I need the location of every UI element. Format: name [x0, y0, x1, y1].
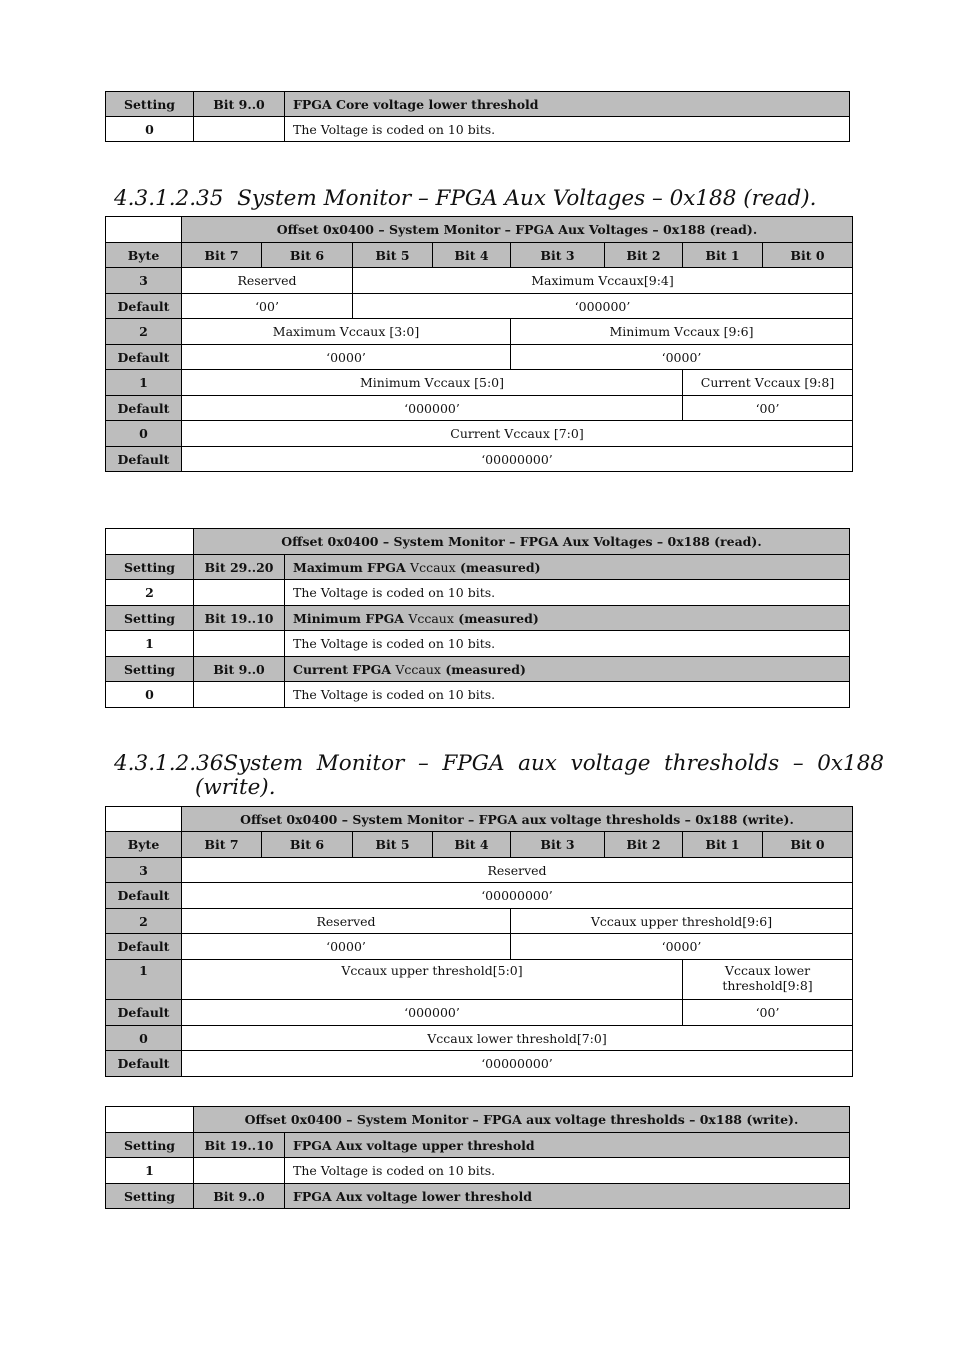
bit-range: Bit 19..10	[194, 606, 285, 631]
setting-label: Setting	[106, 606, 194, 631]
byte-0-label: 0	[106, 421, 182, 447]
setting-name: FPGA Aux voltage upper threshold	[285, 1133, 850, 1158]
field-lower-threshold-9-8: Vccaux lower threshold[9:8]	[683, 960, 853, 1000]
register-table-aux-voltages	[105, 216, 853, 472]
setting-description: The Voltage is coded on 10 bits.	[285, 1158, 850, 1184]
register-table-aux-thresholds	[105, 806, 853, 1077]
section-title-line1: System Monitor – FPGA aux voltage thresholds – 0x188	[223, 751, 885, 776]
default-value: ‘00000000’	[182, 447, 853, 472]
setting-name: Maximum FPGA Vccaux (measured)	[285, 555, 850, 580]
col-byte: Byte	[106, 832, 182, 858]
col-bit7: Bit 7	[182, 243, 262, 268]
default-value: ‘000000’	[353, 294, 853, 319]
empty-cell	[194, 117, 285, 142]
bit-range: Bit 29..20	[194, 555, 285, 580]
default-label: Default	[106, 1051, 182, 1077]
section-number: 4.3.1.2.35	[114, 186, 224, 211]
register-header: Offset 0x0400 – System Monitor – FPGA Aux Voltages – 0x188 (read).	[182, 217, 853, 243]
field-max-vccaux-3-0: Maximum Vccaux [3:0]	[182, 319, 511, 345]
default-value: ‘0000’	[182, 934, 511, 960]
section-heading-36	[114, 751, 885, 800]
field-current-vccaux-7-0: Current Vccaux [7:0]	[182, 421, 853, 447]
col-bit6: Bit 6	[262, 243, 353, 268]
default-label: Default	[106, 883, 182, 909]
byte-number: 0	[106, 117, 194, 142]
empty-cell	[194, 580, 285, 606]
byte-1-label: 1	[106, 370, 182, 396]
empty-cell	[194, 631, 285, 657]
corner-cell	[106, 807, 182, 832]
setting-name: FPGA Core voltage lower threshold	[285, 92, 850, 117]
byte-0-label: 0	[106, 1026, 182, 1051]
col-bit1: Bit 1	[683, 243, 763, 268]
setting-label: Setting	[106, 1184, 194, 1209]
byte-2-label: 2	[106, 319, 182, 345]
field-reserved: Reserved	[182, 858, 853, 883]
default-value: ‘00000000’	[182, 1051, 853, 1077]
setting-description: The Voltage is coded on 10 bits.	[285, 117, 850, 142]
setting-label: Setting	[106, 555, 194, 580]
default-value: ‘00’	[182, 294, 353, 319]
corner-cell	[106, 217, 182, 243]
corner-cell	[106, 529, 194, 555]
byte-1-label: 1	[106, 960, 182, 1000]
section-title: System Monitor – FPGA Aux Voltages – 0x188 (read).	[237, 186, 817, 211]
default-label: Default	[106, 345, 182, 370]
field-min-vccaux-9-6: Minimum Vccaux [9:6]	[511, 319, 853, 345]
bit-range: Bit 9..0	[194, 92, 285, 117]
field-current-vccaux-9-8: Current Vccaux [9:8]	[683, 370, 853, 396]
core-threshold-settings-table	[105, 91, 850, 142]
default-value: ‘00’	[683, 396, 853, 421]
field-upper-threshold-9-6: Vccaux upper threshold[9:6]	[511, 909, 853, 934]
default-value: ‘0000’	[511, 345, 853, 370]
register-header: Offset 0x0400 – System Monitor – FPGA aux voltage thresholds – 0x188 (write).	[182, 807, 853, 832]
byte-number: 1	[106, 1158, 194, 1184]
col-bit3: Bit 3	[511, 243, 605, 268]
field-lower-threshold-7-0: Vccaux lower threshold[7:0]	[182, 1026, 853, 1051]
col-bit6: Bit 6	[262, 832, 353, 858]
col-bit0: Bit 0	[763, 832, 853, 858]
empty-cell	[194, 1158, 285, 1184]
col-bit4: Bit 4	[433, 243, 511, 268]
col-bit1: Bit 1	[683, 832, 763, 858]
field-upper-threshold-5-0: Vccaux upper threshold[5:0]	[182, 960, 683, 1000]
default-value: ‘0000’	[182, 345, 511, 370]
bit-range: Bit 19..10	[194, 1133, 285, 1158]
section-number: 4.3.1.2.36	[114, 751, 224, 776]
setting-description: The Voltage is coded on 10 bits.	[285, 682, 850, 708]
col-byte: Byte	[106, 243, 182, 268]
byte-3-label: 3	[106, 858, 182, 883]
col-bit0: Bit 0	[763, 243, 853, 268]
byte-3-label: 3	[106, 268, 182, 294]
bit-range: Bit 9..0	[194, 1184, 285, 1209]
setting-name: Current FPGA Vccaux (measured)	[285, 657, 850, 682]
col-bit5: Bit 5	[353, 832, 433, 858]
col-bit4: Bit 4	[433, 832, 511, 858]
field-reserved: Reserved	[182, 268, 353, 294]
col-bit3: Bit 3	[511, 832, 605, 858]
default-label: Default	[106, 396, 182, 421]
setting-description: The Voltage is coded on 10 bits.	[285, 631, 850, 657]
col-bit2: Bit 2	[605, 832, 683, 858]
default-label: Default	[106, 1000, 182, 1026]
default-label: Default	[106, 294, 182, 319]
field-max-vccaux-9-4: Maximum Vccaux[9:4]	[353, 268, 853, 294]
byte-number: 0	[106, 682, 194, 708]
setting-description: The Voltage is coded on 10 bits.	[285, 580, 850, 606]
settings-table-aux-thresholds	[105, 1106, 850, 1209]
default-label: Default	[106, 447, 182, 472]
byte-2-label: 2	[106, 909, 182, 934]
setting-label: Setting	[106, 1133, 194, 1158]
corner-cell	[106, 1107, 194, 1133]
default-value: ‘000000’	[182, 1000, 683, 1026]
default-value: ‘00’	[683, 1000, 853, 1026]
col-bit7: Bit 7	[182, 832, 262, 858]
settings-header: Offset 0x0400 – System Monitor – FPGA Aux Voltages – 0x188 (read).	[194, 529, 850, 555]
default-value: ‘00000000’	[182, 883, 853, 909]
default-label: Default	[106, 934, 182, 960]
setting-label: Setting	[106, 657, 194, 682]
field-min-vccaux-5-0: Minimum Vccaux [5:0]	[182, 370, 683, 396]
setting-name: FPGA Aux voltage lower threshold	[285, 1184, 850, 1209]
byte-number: 2	[106, 580, 194, 606]
field-reserved: Reserved	[182, 909, 511, 934]
col-bit2: Bit 2	[605, 243, 683, 268]
settings-header: Offset 0x0400 – System Monitor – FPGA aux voltage thresholds – 0x188 (write).	[194, 1107, 850, 1133]
section-heading-35	[114, 187, 816, 211]
empty-cell	[194, 682, 285, 708]
default-value: ‘0000’	[511, 934, 853, 960]
setting-label: Setting	[106, 92, 194, 117]
section-title-line2: (write).	[195, 775, 276, 800]
bit-range: Bit 9..0	[194, 657, 285, 682]
setting-name: Minimum FPGA Vccaux (measured)	[285, 606, 850, 631]
byte-number: 1	[106, 631, 194, 657]
settings-table-aux-voltages	[105, 528, 850, 708]
default-value: ‘000000’	[182, 396, 683, 421]
col-bit5: Bit 5	[353, 243, 433, 268]
